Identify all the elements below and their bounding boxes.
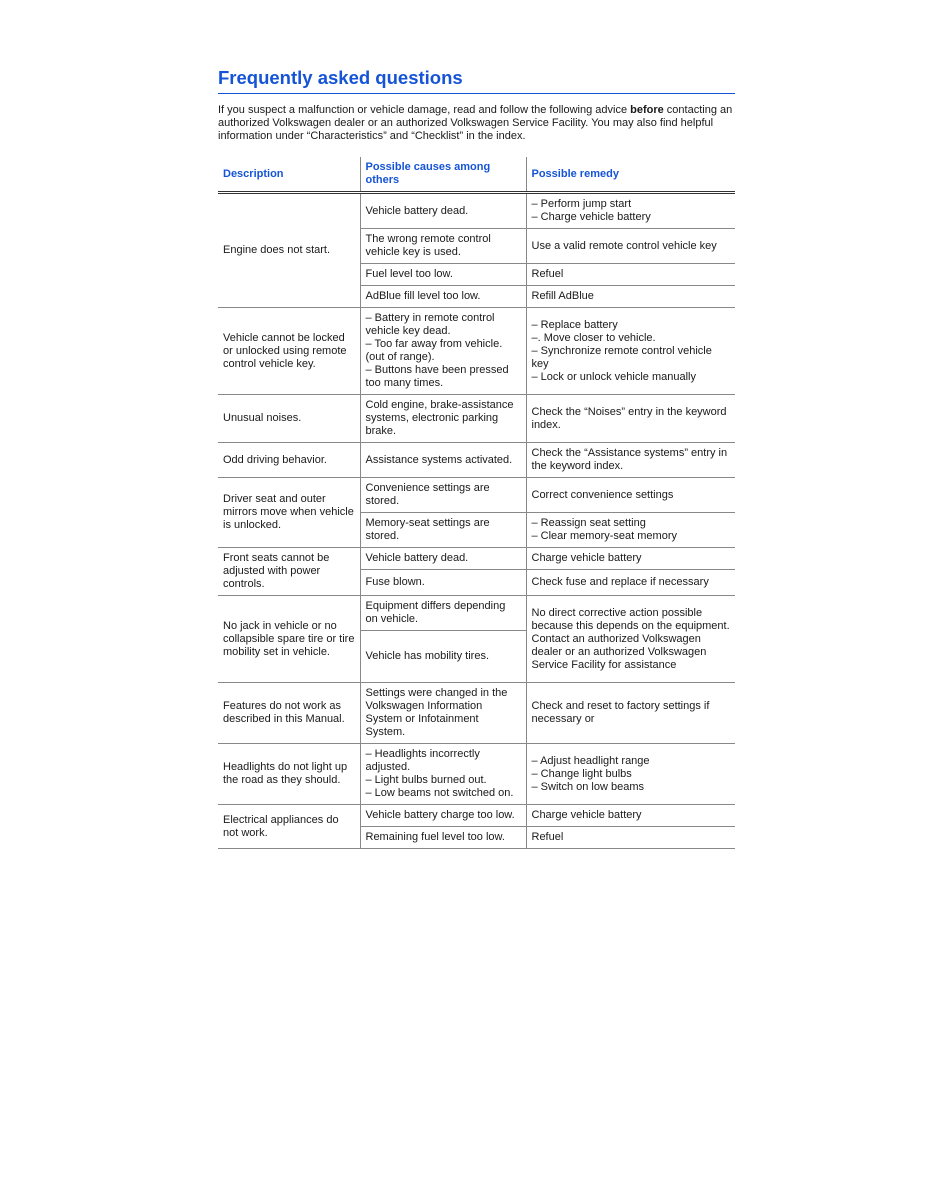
cause-cell: [360, 286, 526, 308]
cell-text-line: Vehicle battery charge too low.: [365, 809, 515, 821]
cell-text-line: – Adjust headlight range: [531, 754, 650, 767]
cell-text-line: AdBlue fill level too low.: [365, 290, 481, 302]
cell-text-line: Assistance systems activated.: [365, 453, 513, 466]
cell-text-line: Vehicle battery dead.: [365, 204, 469, 217]
cell-text-line: Fuse blown.: [365, 576, 425, 589]
cell-text-line: Correct convenience settings: [531, 488, 674, 501]
cell-text-line: Charge vehicle battery: [531, 552, 642, 565]
remedy-cell: [526, 286, 735, 308]
remedy-cell: [526, 683, 735, 744]
cell-text-line: – Clear memory-seat memory: [531, 530, 677, 542]
cause-cell: [360, 443, 526, 478]
intro-bold-word: before: [630, 104, 664, 116]
cause-cell: [360, 193, 526, 229]
table-row: [218, 744, 735, 805]
faq-table: [218, 157, 735, 849]
cause-cell: [360, 683, 526, 744]
description-cell: [218, 478, 360, 548]
description-cell: [218, 443, 360, 478]
remedy-cell: [526, 193, 735, 229]
remedy-cell: [526, 548, 735, 570]
cause-cell: [360, 548, 526, 570]
cell-text-line: Vehicle cannot be locked or unlocked using remote control vehicle key.: [223, 331, 350, 370]
cause-cell: [360, 395, 526, 443]
remedy-cell: [526, 570, 735, 596]
cell-text-line: – Synchronize remote control vehicle key: [531, 344, 715, 370]
cause-cell: [360, 570, 526, 596]
cell-text-line: Fuel level too low.: [365, 268, 453, 280]
cell-text-line: No jack in vehicle or no collapsible spare tire or tire mobility set in vehicle.: [223, 619, 358, 658]
cell-text-line: – Switch on low beams: [531, 780, 644, 793]
table-row: [218, 478, 735, 513]
cell-text-line: Check fuse and replace if necessary: [531, 576, 709, 589]
description-cell: [218, 308, 360, 395]
remedy-cell: [526, 395, 735, 443]
remedy-cell: [526, 805, 735, 827]
cause-cell: [360, 827, 526, 849]
cell-text-line: Unusual noises.: [223, 412, 302, 424]
cell-text-line: –. Move closer to vehicle.: [531, 331, 656, 344]
cell-text-line: Front seats cannot be adjusted with power controls.: [223, 552, 333, 590]
faq-page: [218, 66, 735, 849]
cause-cell: [360, 805, 526, 827]
cell-text-line: Charge vehicle battery: [531, 809, 642, 821]
table-row: [218, 596, 735, 631]
remedy-cell: [526, 827, 735, 849]
cell-text-line: – Charge vehicle battery: [531, 211, 651, 223]
table-header-row: [218, 157, 735, 193]
cell-text-line: No direct corrective action possible because this depends on the equipment. Contact an authorized Volkswagen dealer or an authorized Volkswagen Service Facility for assistance: [531, 606, 733, 671]
cause-cell: [360, 308, 526, 395]
table-row: [218, 308, 735, 395]
remedy-cell: [526, 744, 735, 805]
cause-cell: [360, 478, 526, 513]
cause-cell: [360, 264, 526, 286]
cell-text-line: Check and reset to factory settings if necessary or: [531, 700, 713, 725]
cell-text-line: The wrong remote control vehicle key is used.: [365, 233, 494, 258]
description-cell: [218, 744, 360, 805]
cell-text-line: Check the “Noises” entry in the keyword index.: [531, 405, 730, 431]
intro-text-after: contacting an authorized Volkswagen dealer or an authorized Volkswagen Service Facility. You may also find helpful information under “Characteristics” and “Checklist” in the index.: [218, 104, 733, 142]
cell-text-line: – Replace battery: [531, 318, 618, 331]
cell-text-line: – Change light bulbs: [531, 767, 632, 780]
description-cell: [218, 395, 360, 443]
description-cell: [218, 683, 360, 744]
cell-text-line: Refuel: [531, 268, 564, 280]
remedy-cell: [526, 513, 735, 548]
cell-text-line: Settings were changed in the Volkswagen Information System or Infotainment System.: [365, 687, 511, 738]
cause-cell: [360, 229, 526, 264]
cell-text-line: – Reassign seat setting: [531, 517, 646, 529]
intro-paragraph: [218, 104, 735, 143]
cell-text-line: Refuel: [531, 831, 564, 843]
cell-text-line: Cold engine, brake-assistance systems, electronic parking brake.: [365, 399, 517, 437]
cell-text-line: – Battery in remote control vehicle key dead.: [365, 312, 498, 337]
remedy-cell: [526, 478, 735, 513]
cell-text-line: Use a valid remote control vehicle key: [531, 239, 717, 252]
table-row: [218, 443, 735, 478]
cause-cell: [360, 631, 526, 683]
table-row: [218, 395, 735, 443]
cell-text-line: – Headlights incorrectly adjusted.: [365, 748, 483, 773]
cell-text-line: Features do not work as described in this Manual.: [223, 700, 345, 725]
remedy-cell: [526, 308, 735, 395]
description-cell: [218, 805, 360, 849]
cause-cell: [360, 596, 526, 631]
cell-text-line: Engine does not start.: [223, 244, 331, 256]
cell-text-line: Vehicle battery dead.: [365, 552, 469, 565]
remedy-cell: [526, 596, 735, 683]
header-description: Description: [218, 157, 360, 193]
remedy-cell: [526, 264, 735, 286]
cell-text-line: – Buttons have been pressed too many times.: [365, 364, 512, 389]
header-possible-causes: Possible causes among others: [360, 157, 526, 193]
intro-text-before: If you suspect a malfunction or vehicle damage, read and follow the following advice: [218, 104, 631, 116]
cell-text-line: Convenience settings are stored.: [365, 482, 493, 507]
cell-text-line: Refill AdBlue: [531, 290, 594, 302]
table-row: [218, 548, 735, 570]
cell-text-line: – Lock or unlock vehicle manually: [531, 370, 696, 383]
cell-text-line: – Low beams not switched on.: [365, 787, 514, 799]
description-cell: [218, 548, 360, 596]
cell-text-line: Memory-seat settings are stored.: [365, 517, 493, 542]
header-possible-remedy: Possible remedy: [526, 157, 735, 193]
table-row: [218, 805, 735, 827]
description-cell: [218, 596, 360, 683]
table-row: [218, 193, 735, 229]
cell-text-line: Remaining fuel level too low.: [365, 831, 505, 843]
cell-text-line: Electrical appliances do not work.: [223, 813, 342, 839]
description-cell: [218, 193, 360, 308]
cell-text-line: Equipment differs depending on vehicle.: [365, 600, 509, 625]
page-title: Frequently asked questions: [218, 66, 735, 94]
cause-cell: [360, 513, 526, 548]
cell-text-line: – Too far away from vehicle. (out of range).: [365, 338, 506, 363]
cell-text-line: Vehicle has mobility tires.: [365, 650, 489, 662]
cell-text-line: Headlights do not light up the road as they should.: [223, 761, 351, 786]
table-row: [218, 683, 735, 744]
remedy-cell: [526, 443, 735, 478]
cause-cell: [360, 744, 526, 805]
cell-text-line: Driver seat and outer mirrors move when vehicle is unlocked.: [223, 493, 357, 531]
cell-text-line: – Light bulbs burned out.: [365, 774, 487, 786]
cell-text-line: – Perform jump start: [531, 198, 632, 210]
cell-text-line: Odd driving behavior.: [223, 453, 327, 466]
cell-text-line: Check the “Assistance systems” entry in the keyword index.: [531, 447, 731, 472]
table-body: [218, 193, 735, 849]
remedy-cell: [526, 229, 735, 264]
